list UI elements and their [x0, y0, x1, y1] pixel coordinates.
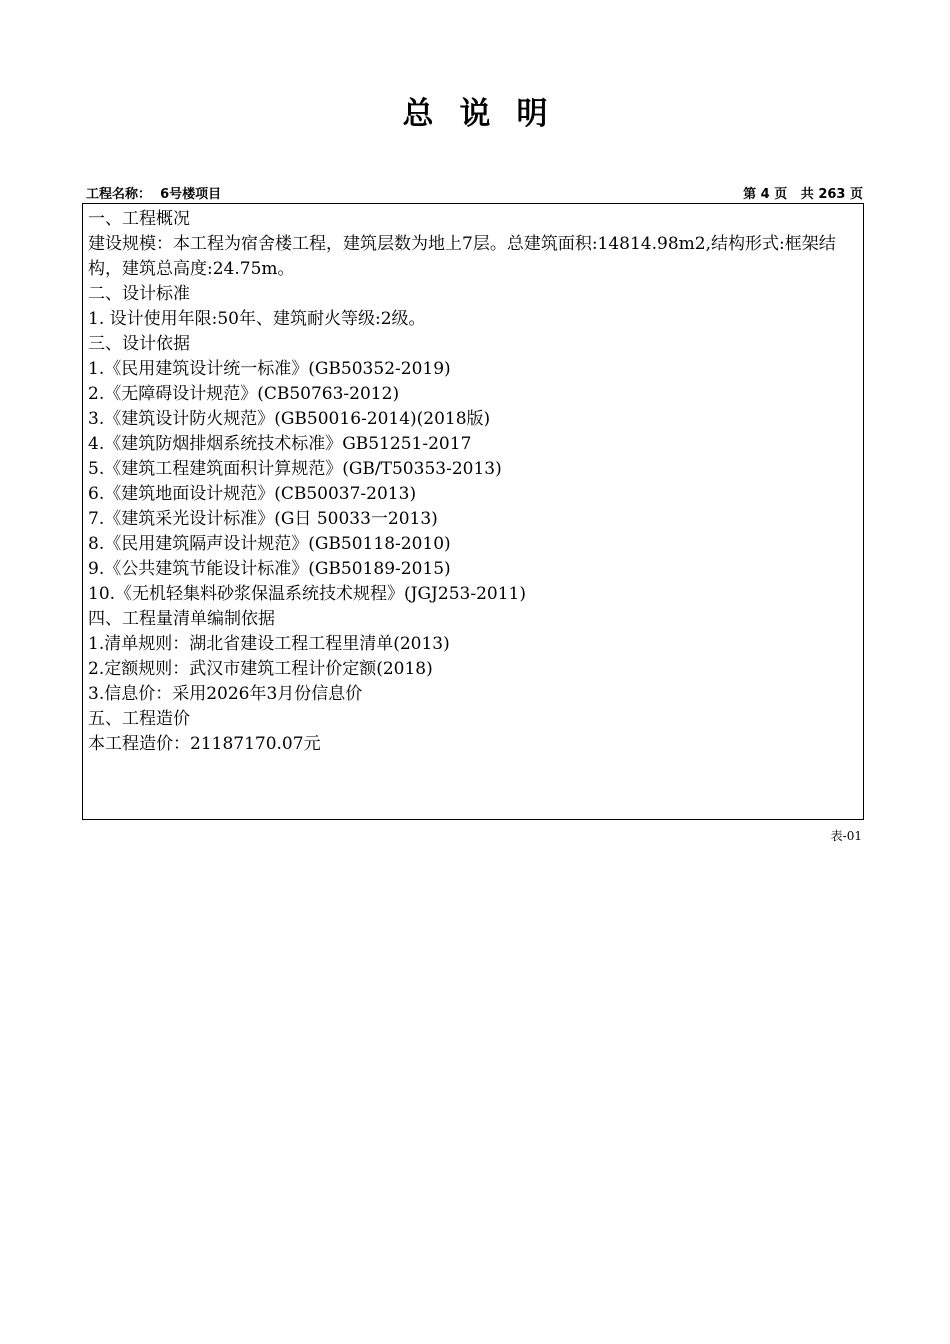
list-item: 8.《民用建筑隔声设计规范》(GB50118-2010) — [88, 534, 451, 554]
paragraph-design-life: 1. 设计使用年限:50年、建筑耐火等级:2级。 — [88, 309, 426, 329]
section-heading-design-basis: 三、设计依据 — [88, 334, 190, 354]
list-item: 2.《无障碍设计规范》(CB50763-2012) — [88, 384, 400, 404]
paragraph-building-scale: 建设规模：本工程为宿舍楼工程，建筑层数为地上7层。总建筑面积:14814.98m2,结构形式:框架结构，建筑总高度:24.75m。 — [88, 234, 836, 279]
page-title: 总说明 — [402, 96, 574, 132]
section-heading-cost: 五、工程造价 — [88, 709, 190, 729]
page-info: 第 4 页 共 263 页 — [743, 187, 863, 202]
list-item: 10.《无机轻集料砂浆保温系统技术规程》(JGJ253-2011) — [88, 584, 526, 604]
project-label: 工程名称： — [86, 187, 152, 202]
description-box — [82, 203, 864, 820]
project-name: 6号楼项目 — [160, 187, 222, 202]
section-heading-design-standard: 二、设计标准 — [88, 284, 190, 304]
list-item: 9.《公共建筑节能设计标准》(GB50189-2015) — [88, 559, 451, 579]
section-heading-bill-basis: 四、工程量清单编制依据 — [88, 609, 275, 629]
project-info — [86, 186, 221, 204]
list-item: 5.《建筑工程建筑面积计算规范》(GB/T50353-2013) — [88, 459, 502, 479]
list-item: 7.《建筑采光设计标准》(G日 50033一2013) — [88, 509, 438, 529]
total-cost: 本工程造价：21187170.07元 — [88, 734, 321, 754]
list-item: 1.清单规则：湖北省建设工程工程里清单(2013) — [88, 634, 450, 654]
list-item: 2.定额规则：武汉市建筑工程计价定额(2018) — [88, 659, 433, 679]
list-item: 3.《建筑设计防火规范》(GB50016-2014)(2018版) — [88, 409, 491, 429]
list-item: 4.《建筑防烟排烟系统技术标准》GB51251-2017 — [88, 434, 472, 454]
list-item: 1.《民用建筑设计统一标准》(GB50352-2019) — [88, 359, 451, 379]
header-meta — [86, 186, 863, 204]
list-item: 6.《建筑地面设计规范》(CB50037-2013) — [88, 484, 417, 504]
section-heading-overview: 一、工程概况 — [88, 209, 190, 229]
form-code: 表-01 — [830, 829, 862, 843]
list-item: 3.信息价：采用2026年3月份信息价 — [88, 684, 363, 704]
